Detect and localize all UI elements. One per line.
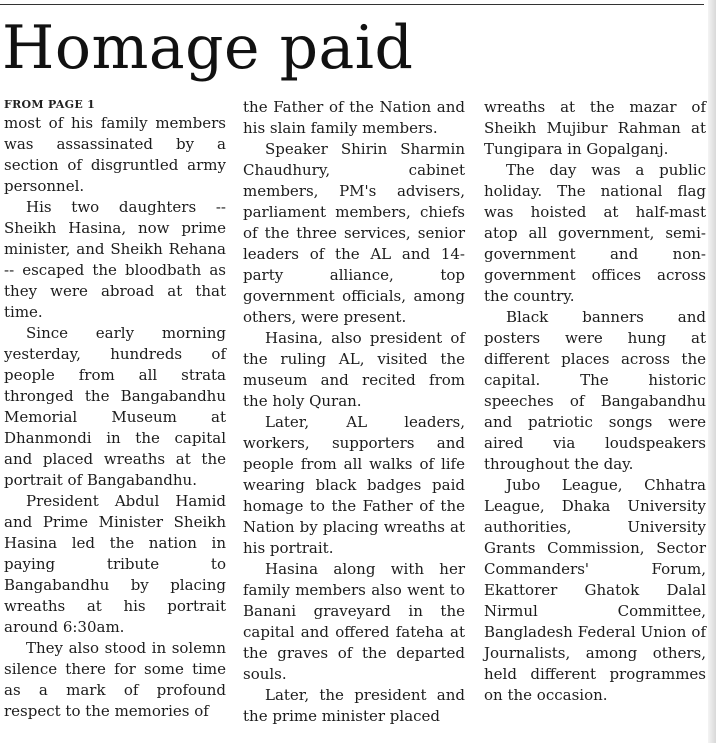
- paragraph: Hasina, also president of the ruling AL, visited the museum and recited from the holy Quran.: [243, 329, 465, 410]
- paragraph: Since early morning yesterday, hundreds of people from all strata thronged the Bangabandhu Memorial Museum at Dhanmondi in the capital and placed wreaths at the portrait of Bangabandhu.: [4, 324, 226, 489]
- paragraph: most of his family members was assassinated by a section of disgruntled army personnel.: [4, 114, 226, 195]
- paragraph: The day was a public holiday. The national flag was hoisted at half-mast atop all government, semi-government and non-government offices across the country.: [484, 161, 706, 305]
- column-3: [484, 97, 706, 706]
- kicker: FROM PAGE 1: [4, 98, 96, 111]
- column-1: [4, 97, 226, 722]
- paragraph: Later, the president and the prime minister placed: [243, 686, 465, 725]
- paragraph: Later, AL leaders, workers, supporters and people from all walks of life wearing black badges paid homage to the Father of the Nation by placing wreaths at his portrait.: [243, 413, 465, 557]
- paragraph: wreaths at the mazar of Sheikh Mujibur Rahman at Tungipara in Gopalganj.: [484, 98, 706, 158]
- headline: Homage paid: [2, 13, 414, 83]
- paragraph: Jubo League, Chhatra League, Dhaka University authorities, University Grants Commission, Sector Commanders' Forum, Ekattorer Ghatok Dalal Nirmul Committee, Bangladesh Federal Union of Journalists, among others, held different programmes on the occasion.: [484, 476, 706, 704]
- paragraph: Black banners and posters were hung at different places across the capital. The historic speeches of Bangabandhu and patriotic songs were aired via loudspeakers throughout the day.: [484, 308, 706, 473]
- paragraph: His two daughters -- Sheikh Hasina, now prime minister, and Sheikh Rehana -- escaped the bloodbath as they were abroad at that time.: [4, 198, 226, 321]
- paragraph: Speaker Shirin Sharmin Chaudhury, cabinet members, PM's advisers, parliament members, chiefs of the three services, senior leaders of the AL and 14-party alliance, top government officials, among others, were present.: [243, 140, 465, 326]
- paragraph: the Father of the Nation and his slain family members.: [243, 98, 465, 137]
- column-2: [243, 97, 465, 727]
- paragraph: President Abdul Hamid and Prime Minister Sheikh Hasina led the nation in paying tribute to Bangabandhu by placing wreaths at his portrait around 6:30am.: [4, 492, 226, 636]
- paragraph: They also stood in solemn silence there for some time as a mark of profound respect to the memories of: [4, 639, 226, 720]
- page-edge-shadow: [708, 0, 716, 743]
- paragraph: Hasina along with her family members also went to Banani graveyard in the capital and offered fateha at the graves of the departed souls.: [243, 560, 465, 683]
- top-rule: [0, 4, 704, 5]
